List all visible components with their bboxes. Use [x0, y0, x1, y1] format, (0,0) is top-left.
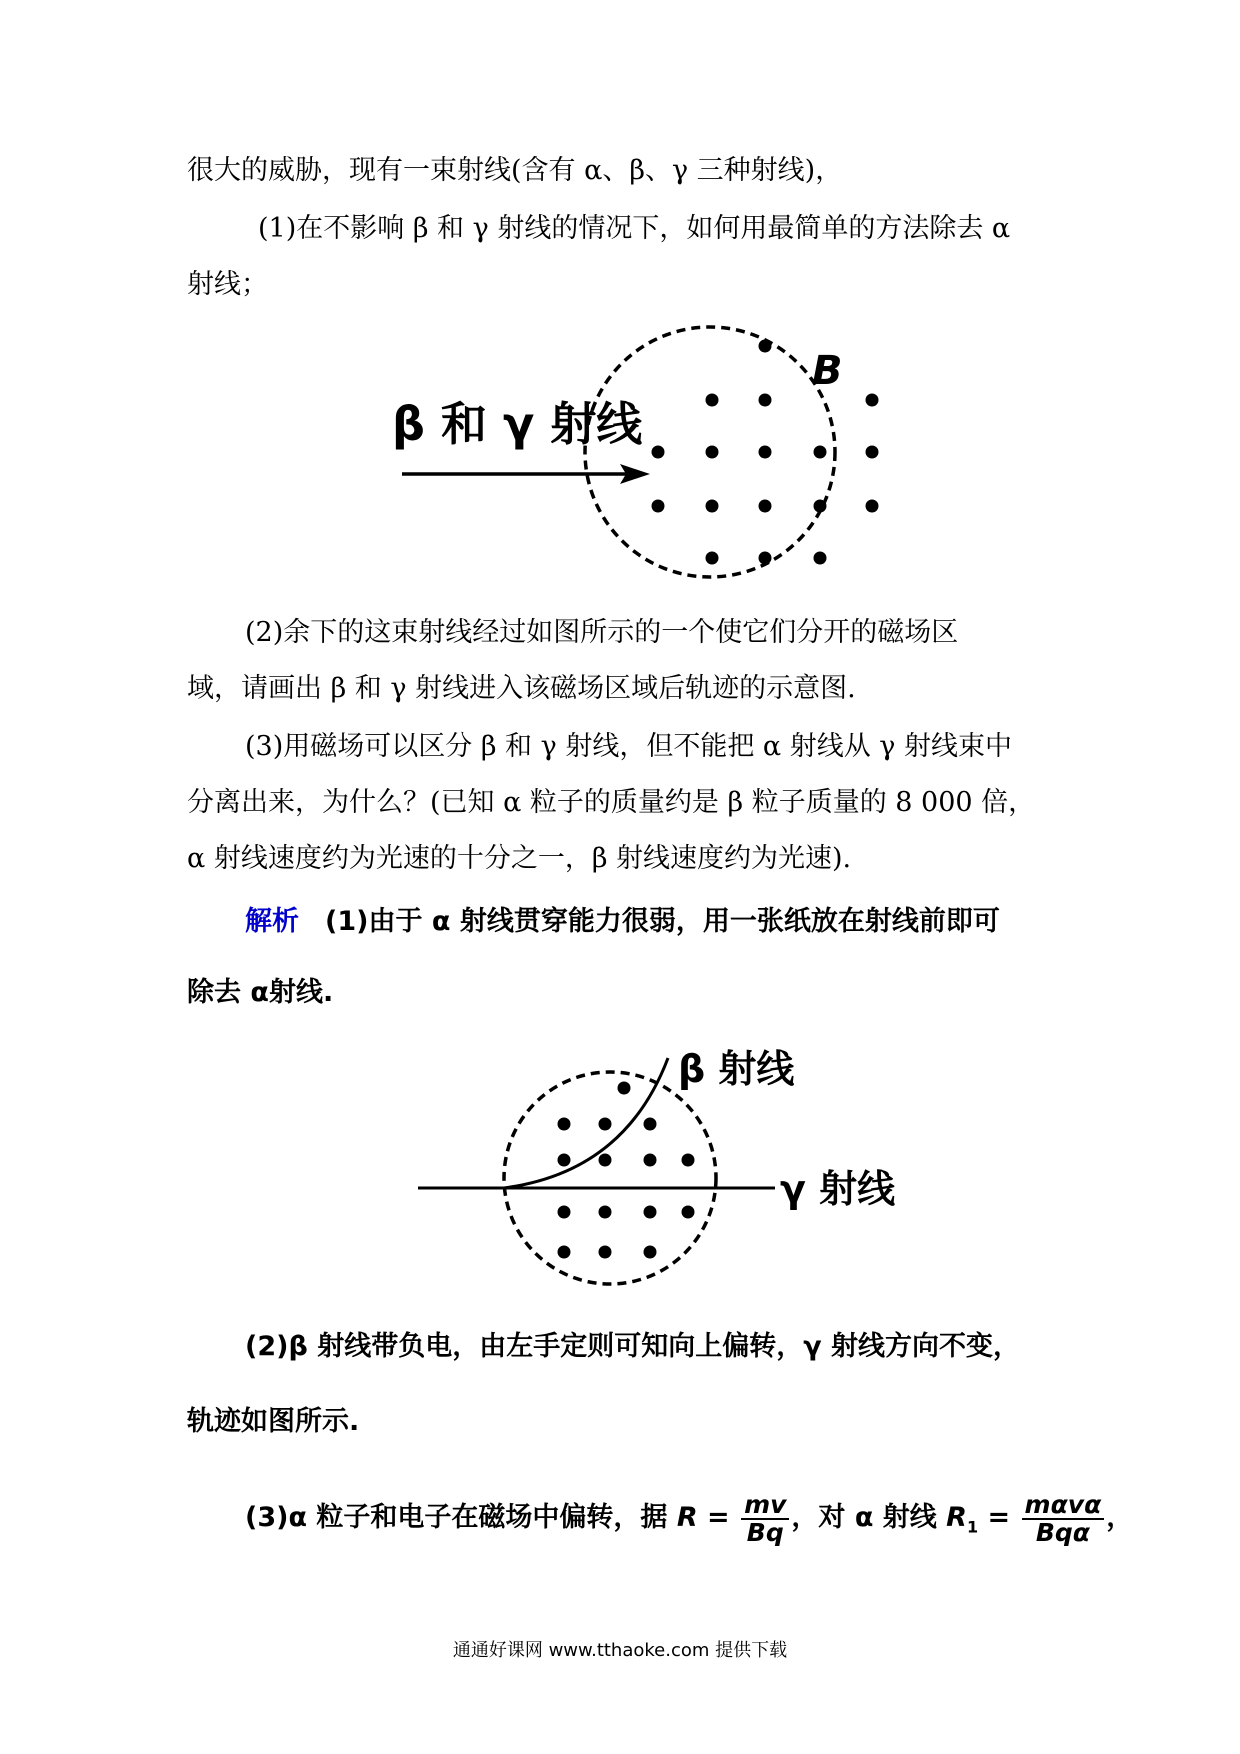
- solution-3-mid: ，对 α 射线: [791, 1502, 947, 1533]
- alpha-formula-numerator: mαvα: [1022, 1492, 1105, 1520]
- page-footer: 通通好课网 www.tthaoke.com 提供下载: [452, 1640, 788, 1661]
- formula-numerator: mv: [741, 1492, 789, 1520]
- solution-line-1: [245, 905, 1000, 939]
- solution-line-2: 除去 α射线.: [187, 977, 334, 1008]
- solution-1-text: (1)由于 α 射线贯穿能力很弱，用一张纸放在射线前即可: [325, 906, 1000, 937]
- figure-magnetic-field-1: [380, 310, 920, 600]
- figure-trajectories: [410, 1040, 910, 1300]
- equals-sign: =: [697, 1502, 740, 1533]
- question-2-line-1: (2)余下的这束射线经过如图所示的一个使它们分开的磁场区: [245, 617, 959, 648]
- paragraph-intro: 很大的威胁，现有一束射线(含有 α、β、γ 三种射线)，: [187, 155, 843, 186]
- question-1-line-2: 射线；: [187, 269, 268, 300]
- radius-symbol: R: [676, 1502, 698, 1533]
- alpha-formula-denominator: Bqα: [1035, 1517, 1090, 1547]
- question-3-line-2: 分离出来，为什么？(已知 α 粒子的质量约是 β 粒子质量的 8 000 倍，: [187, 787, 1036, 818]
- field-dots: [652, 340, 879, 565]
- solution-3-line: [245, 1488, 1133, 1557]
- solution-2-line-2: 轨迹如图所示.: [187, 1406, 360, 1437]
- radius-formula: [741, 1489, 789, 1547]
- field-dots: [558, 1082, 695, 1259]
- question-1-line-1: (1)在不影响 β 和 γ 射线的情况下，如何用最简单的方法除去 α: [258, 213, 1011, 244]
- formula-denominator: Bq: [746, 1517, 784, 1547]
- field-label: B: [812, 348, 843, 394]
- beam-label: β 和 γ 射线: [392, 397, 643, 451]
- radius-1-symbol: R: [946, 1502, 967, 1533]
- question-3-line-1: (3)用磁场可以区分 β 和 γ 射线，但不能把 α 射线从 γ 射线束中: [245, 731, 1013, 762]
- beta-label: β 射线: [678, 1047, 795, 1091]
- question-3-line-3: α 射线速度约为光速的十分之一，β 射线速度约为光速).: [187, 843, 852, 874]
- alpha-radius-formula: [1022, 1489, 1105, 1547]
- solution-3-end: ，: [1106, 1502, 1134, 1533]
- solution-2-line-1: (2)β 射线带负电，由左手定则可知向上偏转，γ 射线方向不变，: [245, 1331, 1020, 1362]
- solution-heading: 解析: [245, 906, 299, 937]
- equals-sign-2: =: [978, 1502, 1020, 1533]
- solution-3-prefix: (3)α 粒子和电子在磁场中偏转，据: [245, 1502, 677, 1533]
- gamma-label: γ 射线: [780, 1167, 896, 1211]
- radius-1-subscript: 1: [966, 1517, 979, 1537]
- question-2-line-2: 域，请画出 β 和 γ 射线进入该磁场区域后轨迹的示意图.: [187, 673, 856, 704]
